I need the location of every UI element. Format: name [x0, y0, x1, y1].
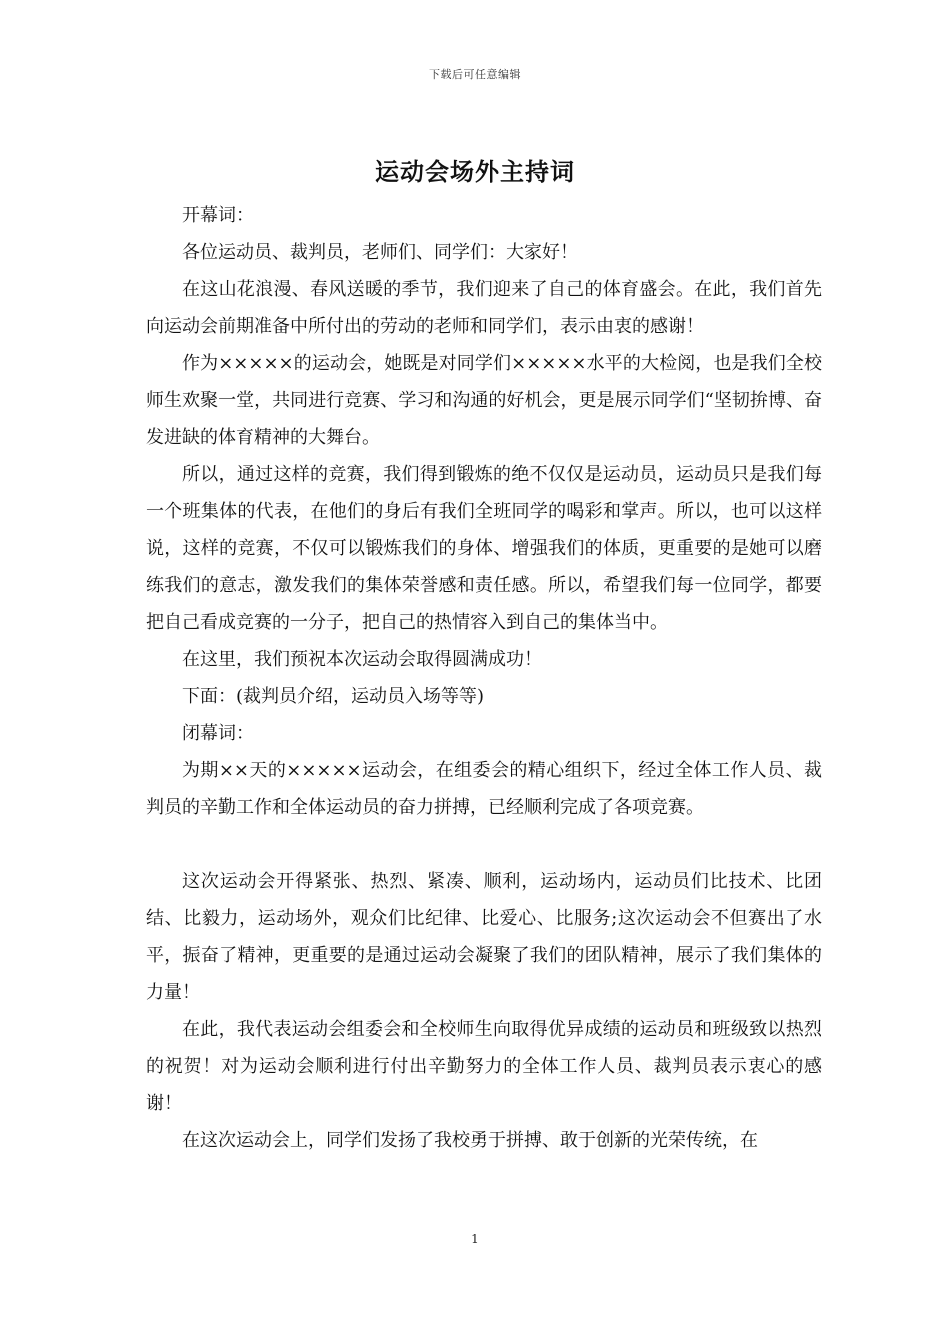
header-note: 下载后可任意编辑	[429, 68, 521, 81]
paragraph-wish-success: 在这里，我们预祝本次运动会取得圆满成功！	[182, 649, 542, 670]
paragraph-tradition: 在这次运动会上，同学们发扬了我校勇于拼搏、敢于创新的光荣传统，在	[182, 1130, 758, 1151]
paragraph-closing-summary: 为期××天的×××××运动会，在组委会的精心组织下，经过全体工作人员、裁判员的辛勤工作和全体运动员的奋力拼搏，已经顺利完成了各项竞赛。	[146, 760, 822, 818]
paragraph-next: 下面：(裁判员介绍，运动员入场等等)	[182, 686, 485, 707]
paragraph-closing-heading: 闭幕词：	[182, 723, 254, 744]
paragraph-competition: 所以，通过这样的竞赛，我们得到锻炼的绝不仅仅是运动员，运动员只是我们每一个班集体的代表，在他们的身后有我们全班同学的喝彩和掌声。所以，也可以这样说，这样的竞赛，不仅可以锻炼我们的身体、增强我们的体质，更重要的是她可以磨练我们的意志，激发我们的集体荣誉感和责任感。所以，希望我们每一位同学，都要把自己看成竞赛的一分子，把自己的热情容入到自己的集体当中。	[146, 464, 822, 633]
paragraph-significance: 作为×××××的运动会，她既是对同学们×××××水平的大检阅，也是我们全校师生欢聚一堂，共同进行竞赛、学习和沟通的好机会，更是展示同学们“坚韧拚博、奋发进缺的体育精神的大舞台。	[146, 353, 822, 448]
paragraph-greeting: 各位运动员、裁判员，老师们、同学们：大家好！	[182, 242, 578, 263]
paragraph-opening-heading: 开幕词：	[182, 205, 254, 226]
paragraph-congratulations: 在此，我代表运动会组委会和全校师生向取得优异成绩的运动员和班级致以热烈的祝贺！对为运动会顺利进行付出辛勤努力的全体工作人员、裁判员表示衷心的感谢！	[146, 1019, 822, 1114]
document-body	[146, 197, 822, 1159]
paragraph-closing-review: 这次运动会开得紧张、热烈、紧凑、顺利，运动场内，运动员们比技术、比团结、比毅力，运动场外，观众们比纪律、比爱心、比服务;这次运动会不但赛出了水平，振奋了精神，更重要的是通过运动会凝聚了我们的团队精神，展示了我们集体的力量！	[146, 871, 822, 1003]
paragraph-spacer	[146, 826, 822, 863]
paragraph-thanks: 在这山花浪漫、春风送暖的季节，我们迎来了自己的体育盛会。在此，我们首先向运动会前期准备中所付出的劳动的老师和同学们，表示由衷的感谢！	[146, 279, 822, 337]
page-number: 1	[471, 1232, 479, 1246]
document-title: 运动会场外主持词	[375, 157, 575, 186]
